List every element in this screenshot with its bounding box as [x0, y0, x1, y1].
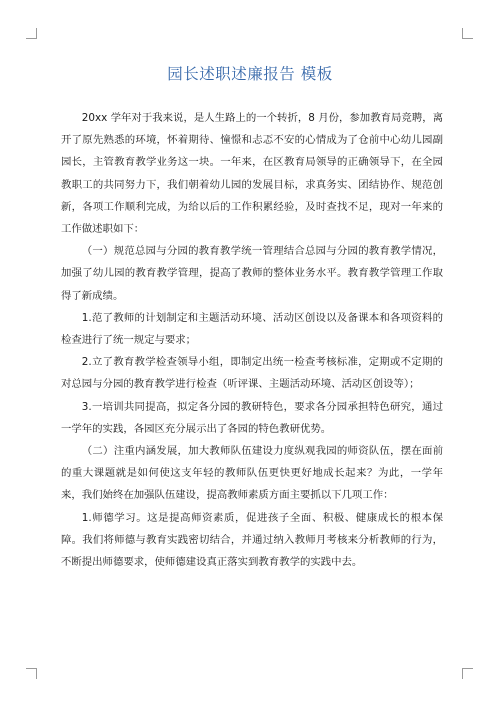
- page-corner-mark-top-left: [26, 28, 37, 39]
- paragraph-section-1: （一）规范总园与分园的教育教学统一管理结合总园与分园的教育教学情况，加强了幼儿园的教育教学管理，提高了教师的整体业务水平。教育教学管理工作取得了新成绩。: [61, 245, 443, 302]
- page-corner-mark-top-right: [462, 28, 473, 39]
- paragraph-section-2: （二）注重内涵发展，加大教师队伍建设力度纵观我园的师资队伍，摆在面前的重大课题就是如何使这支年轻的教师队伍更快更好地成长起来？为此，一学年来，我们始终在加强队伍建设，提高教师素质方面主要抓以下几项工作：: [61, 445, 443, 502]
- paragraph-item-1-1: 1.范了教师的计划制定和主题活动环境、活动区创设以及备课本和各项资料的检查进行了统一规定与要求；: [61, 311, 443, 347]
- document-title: 园长述职述廉报告 模板: [167, 65, 333, 83]
- paragraph-item-1-3: 3.一培训共同提高，拟定各分园的教研特色，要求各分园承担特色研究，通过一学年的实践，各园区充分展示出了各园的特色教研优势。: [61, 400, 443, 435]
- paragraph-item-2-1: 1.师德学习。这是提高师资素质，促进孩子全面、积极、健康成长的根本保障。我们将师德与教育实践密切结合，并通过纳入教师月考核来分析教师的行为，不断提出师德要求，使师德建设真正落实到教育教学的实践中去。: [61, 511, 443, 569]
- paragraph-intro: 20xx 学年对于我来说，是人生路上的一个转折，8 月份，参加教育局竞聘，离开了原先熟悉的环境，怀着期待、憧憬和忐忑不安的心情成为了仓前中心幼儿园副园长，主管教育教学业务这一块。一年来，在区教育局领导的正确领导下，在全园教职工的共同努力下，我们朝着幼儿园的发展目标，求真务实、团结协作、规范创新，各项工作顺利完成，为给以后的工作积累经验，及时查找不足，现对一年来的工作做述职如下：: [61, 112, 443, 236]
- document-body: [61, 107, 443, 573]
- paragraph-item-1-2: 2.立了教育教学检查领导小组，即制定出统一检查考核标准，定期或不定期的对总园与分园的教育教学进行检查（听评课、主题活动环境、活动区创设等）；: [61, 356, 443, 391]
- page-corner-mark-bottom-left: [26, 668, 37, 679]
- page-corner-mark-bottom-right: [462, 668, 473, 679]
